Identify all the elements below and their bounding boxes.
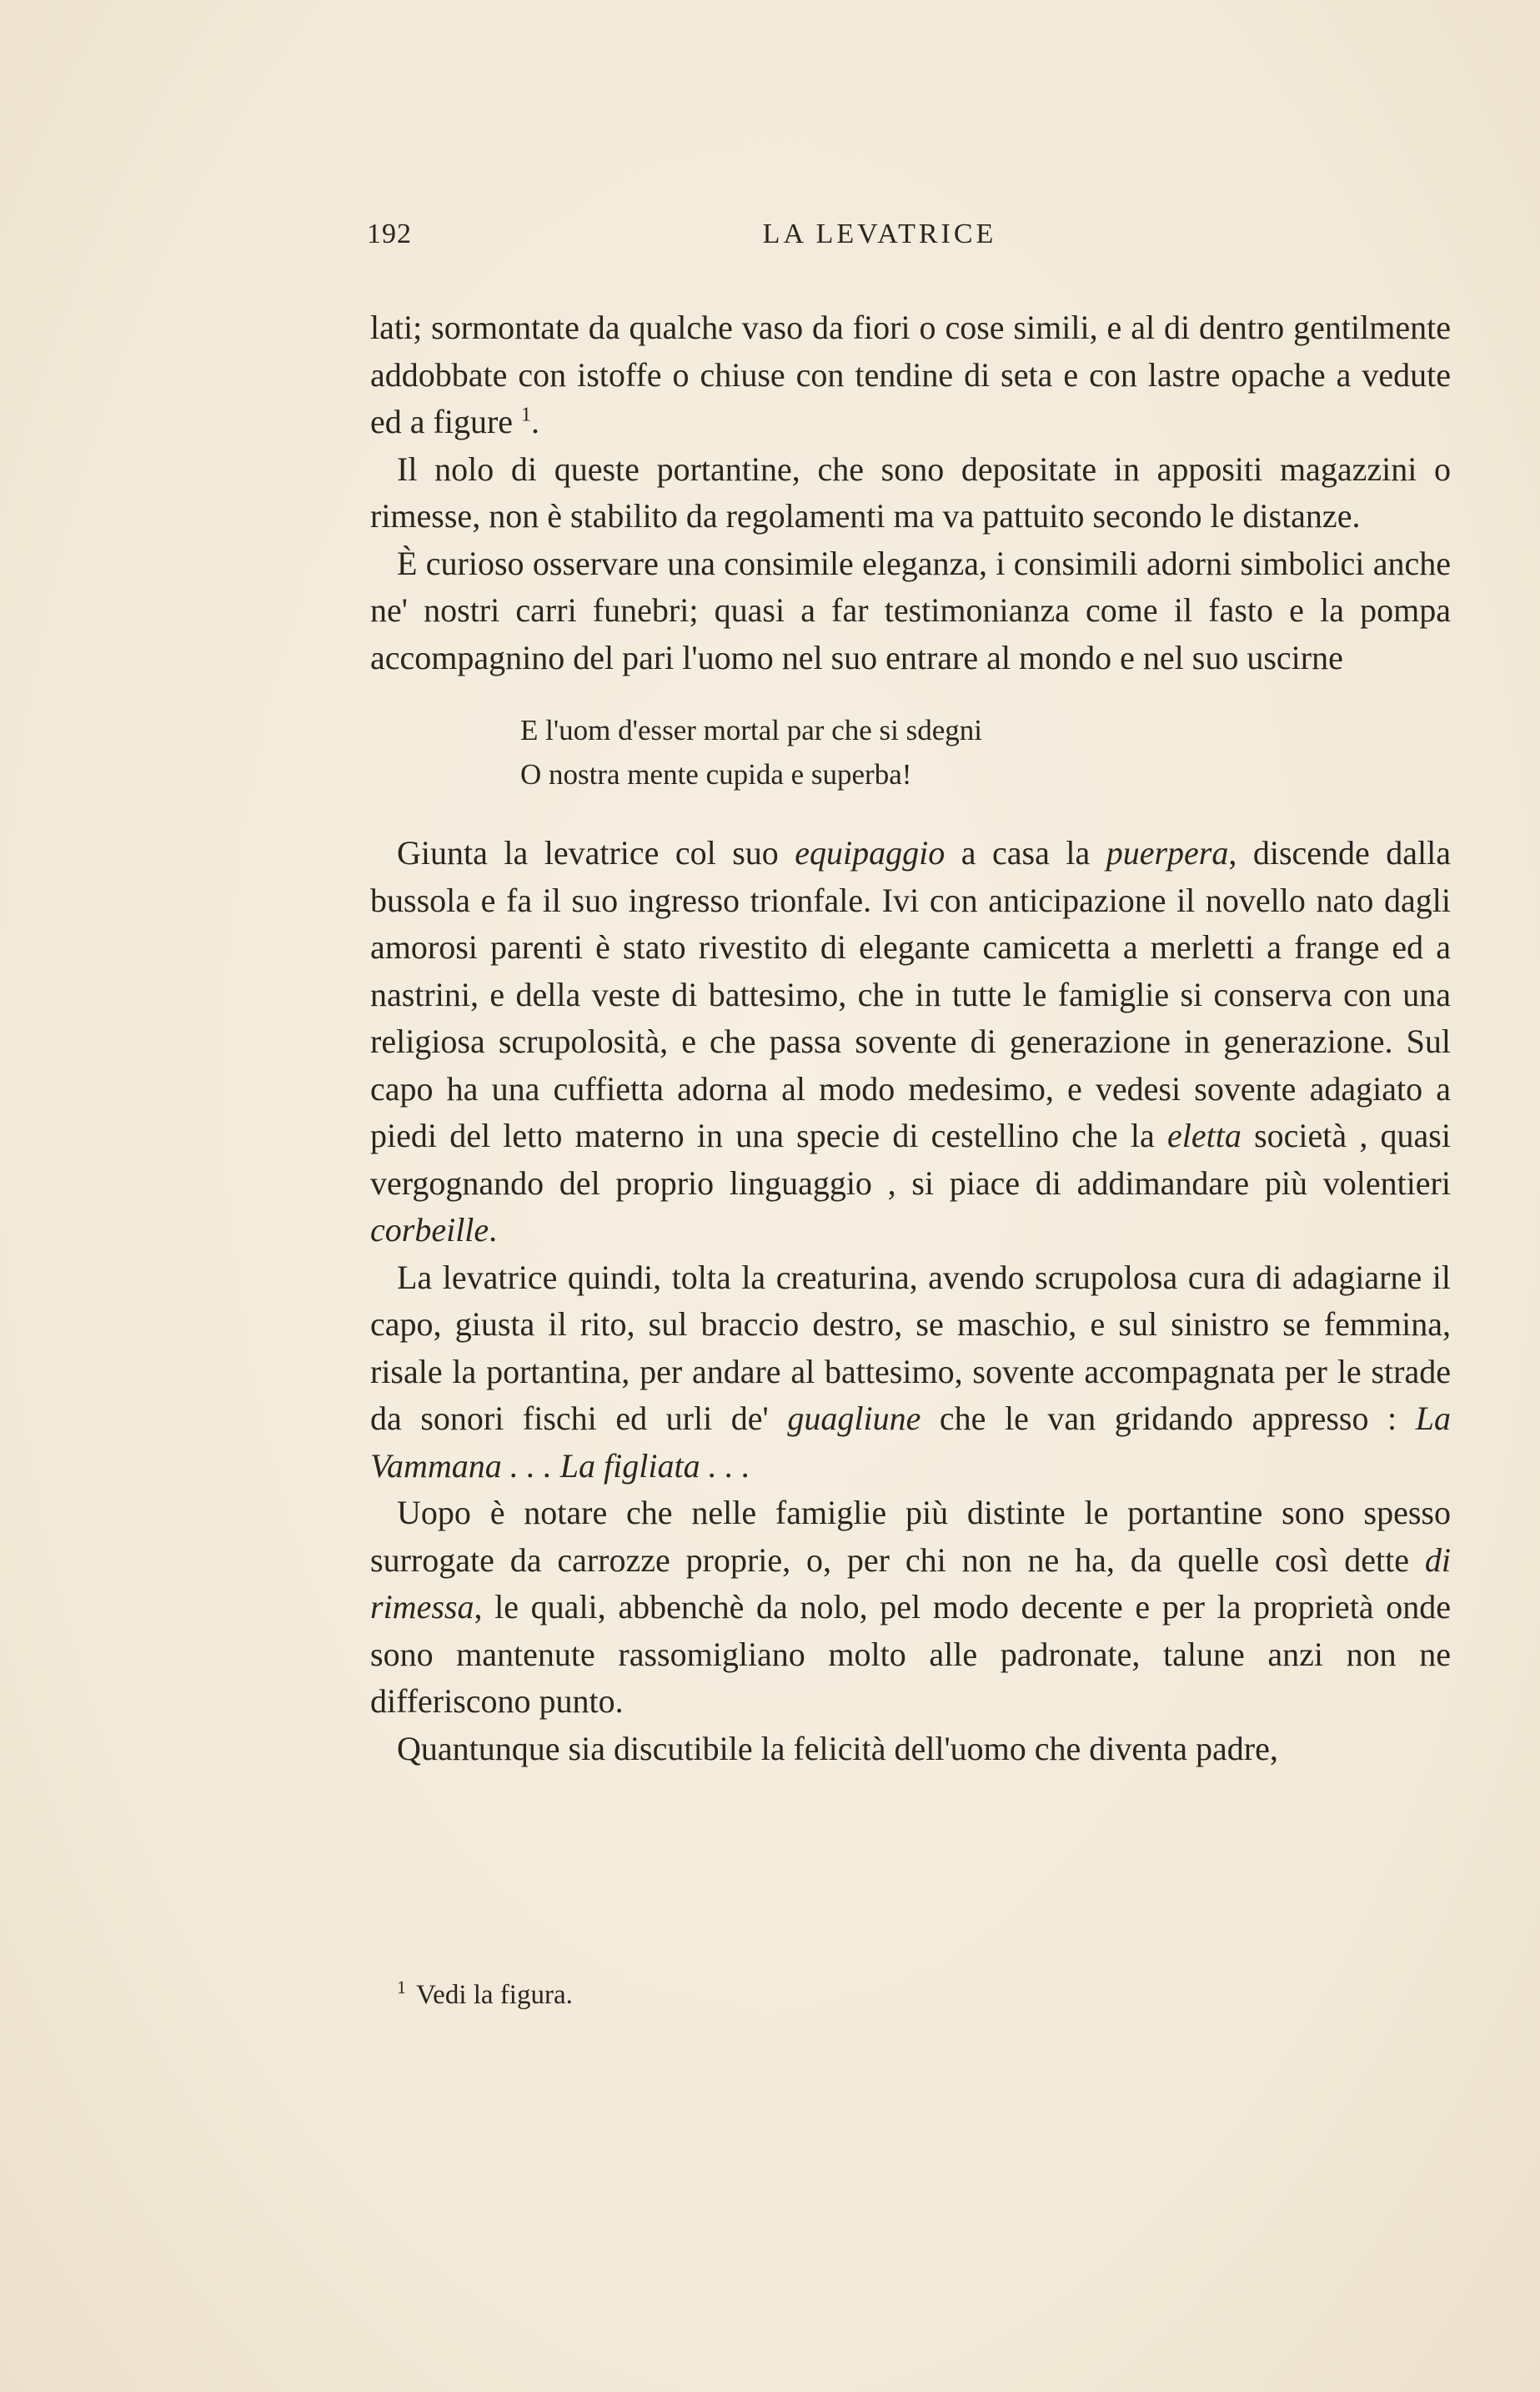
paragraph-6: [370, 1490, 1451, 1726]
body-text: [370, 304, 1451, 1772]
footnote-mark: 1: [397, 1977, 406, 1998]
italic-run: di rimessa: [370, 1540, 1451, 1626]
paragraph-5: [370, 1254, 1451, 1490]
italic-run: puerpera: [1106, 834, 1229, 872]
running-head: [367, 219, 1451, 260]
paragraph-1: lati; sormontate da qualche vaso da fiori o cose simili, e al di dentro gentilmente addobbate con istoffe o chiuse con tendine di seta e con lastre opache a vedute ed a figure $^1$.: [370, 309, 1451, 440]
text-run: La levatrice quindi, tolta la creaturina, avendo scrupolosa cura di adagiarne il capo, giusta il rito, sul braccio destro, se maschio, e sul sinistro se femmina, risale la portantina, per andare al battesimo, sovente accompagnata per le strade da sonori fischi ed urli de': [370, 1258, 1451, 1437]
italic-run: equipaggio: [795, 834, 946, 872]
verse-line-2: O nostra mente cupida e superba!: [520, 758, 912, 791]
footnote-reference: 1: [521, 404, 532, 426]
page-number: 192: [367, 219, 412, 249]
text-run: , le quali, abbenchè da nolo, pel modo decente e per la proprietà onde sono mantenute rassomigliano molto alle padronate, talune anzi non ne differiscono punto.: [370, 1588, 1451, 1720]
verse-quote: [520, 708, 1451, 796]
paragraph-2: Il nolo di queste portantine, che sono depositate in appositi magazzini o rimesse, non è stabilito da regolamenti ma va pattuito secondo le distanze.: [370, 450, 1451, 535]
text-run: Giunta la levatrice col suo: [397, 834, 795, 872]
italic-run: eletta: [1166, 1117, 1242, 1154]
footnote-text: Vedi la figura.: [416, 1980, 573, 2010]
text-run: che le van gridando appresso :: [920, 1400, 1416, 1437]
paragraph-4: [370, 830, 1451, 1254]
italic-run: corbeille: [370, 1211, 489, 1249]
paragraph-1-text: lati; sormontate da qualche vaso da fiori o cose simili, e al di dentro gentilmente addobbate con istoffe o chiuse con tendine di seta e con lastre opache a vedute ed a figure: [370, 309, 1451, 440]
text-run: società , quasi vergognando del proprio linguaggio , si piace di addimandare più volentieri: [370, 1117, 1451, 1202]
verse-line-1: E l'uom d'esser mortal par che si sdegni: [520, 714, 983, 746]
running-title: LA LEVATRICE: [762, 219, 997, 249]
italic-run: guagliune: [787, 1400, 921, 1437]
footnote: [397, 1977, 573, 2011]
text-run: , discende dalla bussola e fa il suo ingresso trionfale. Ivi con anticipazione il novello nato dagli amorosi parenti è stato rivestito di elegante camicetta a merletti a frange ed a nastrini, e della veste di battesimo, che in tutte le famiglie si conserva con una religiosa scrupolosità, e che passa sovente di generazione in generazione. Sul capo ha una cuffietta adorna al modo medesimo, e vedesi sovente adagiato a piedi del letto materno in una specie di cestellino che la: [370, 834, 1451, 1154]
text-run: .: [489, 1211, 498, 1249]
text-run: a casa la: [945, 834, 1106, 872]
paragraph-7: Quantunque sia discutibile la felicità dell'uomo che diventa padre,: [397, 1729, 1278, 1767]
italic-run: La Vammana . . . La figliata . . .: [370, 1400, 1451, 1485]
paragraph-3: È curioso osservare una consimile eleganza, i consimili adorni simbolici anche ne' nostri carri funebri; quasi a far testimonianza come il fasto e la pompa accompagnino del pari l'uomo nel suo entrare al mondo e nel suo uscirne: [370, 544, 1451, 676]
text-run: Uopo è notare che nelle famiglie più distinte le portantine sono spesso surrogate da carrozze proprie, o, per chi non ne ha, da quelle così dette: [370, 1494, 1451, 1579]
